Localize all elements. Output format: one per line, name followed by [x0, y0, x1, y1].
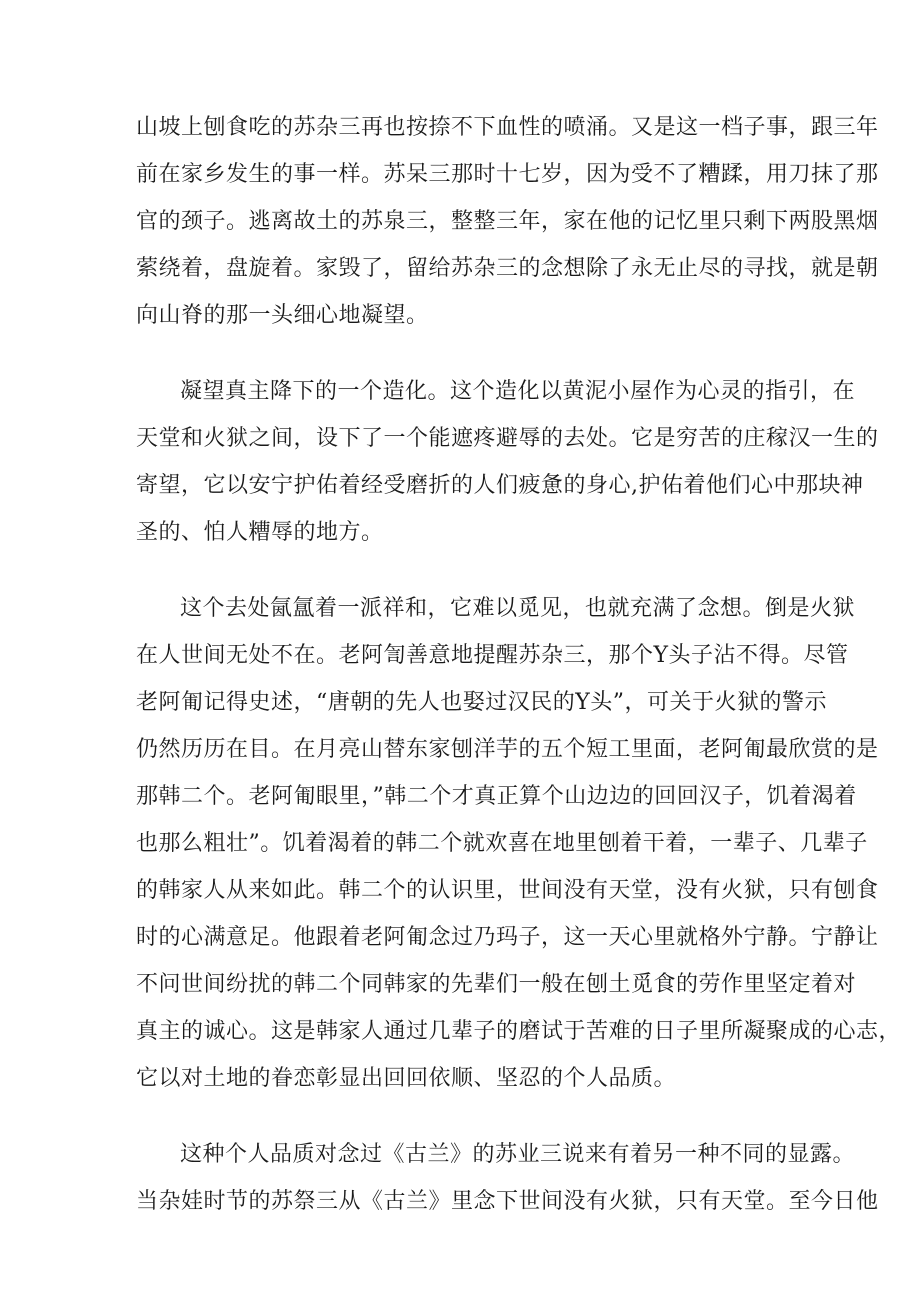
text-line: 老阿匍记得史述，“唐朝的先人也娶过汉民的Y头”，可关于火狱的警示	[136, 690, 828, 715]
paragraph-2	[136, 368, 879, 556]
body-text	[136, 104, 902, 1254]
paragraph-1	[136, 104, 879, 339]
text-line: 山坡上刨食吃的苏杂三再也按捺不下血性的喷涌。又是这一档子事，跟三年	[136, 115, 879, 140]
text-line: 仍然历历在目。在月亮山替东家刨洋芋的五个短工里面，老阿匍最欣赏的是	[136, 737, 879, 762]
text-line: 前在家乡发生的事一样。苏呆三那时十七岁，因为受不了糟蹂，用刀抹了那	[136, 162, 879, 187]
text-line: 天堂和火狱之间，设下了一个能遮疼避辱的去处。它是穷苦的庄稼汉一生的	[136, 426, 879, 451]
text-line: 真主的诚心。这是韩家人通过几辈子的磨试于苦难的日子里所凝聚成的心志，	[136, 1019, 902, 1044]
text-line: 不问世间纷扰的韩二个同韩家的先辈们一般在刨土觅食的劳作里坚定着对	[136, 972, 857, 997]
text-line: 向山脊的那一头细心地凝望。	[136, 303, 429, 328]
text-line: 这个去处氤氲着一派祥和，它难以觅见，也就充满了念想。倒是火狱	[180, 596, 856, 621]
text-line: 圣的、怕人糟辱的地方。	[136, 520, 384, 545]
text-line: 这种个人品质对念过《古兰》的苏业三说来有着另一种不同的显露。	[180, 1142, 856, 1167]
text-line: 萦绕着，盘旋着。家毁了，留给苏杂三的念想除了永无止尽的寻找，就是朝	[136, 256, 879, 281]
text-line: 当杂娃时节的苏祭三从《古兰》里念下世间没有火狱，只有天堂。至今日他	[136, 1189, 879, 1214]
text-line: 也那么粗壮”。饥着渴着的韩二个就欢喜在地里刨着干着，一辈子、几辈子	[136, 831, 868, 856]
paragraph-4	[136, 1131, 879, 1225]
text-line: 时的心满意足。他跟着老阿匍念过乃玛子，这一天心里就格外宁静。宁静让	[136, 925, 879, 950]
text-line: 官的颈子。逃离故土的苏泉三，整整三年，家在他的记忆里只剩下两股黑烟	[136, 209, 879, 234]
text-line: 寄望，它以安宁护佑着经受磨折的人们疲惫的身心,护佑着他们心中那块神	[136, 473, 864, 498]
text-line: 在人世间无处不在。老阿訇善意地提醒苏杂三，那个Y头子沾不得。尽管	[136, 643, 849, 668]
text-line: 的韩家人从来如此。韩二个的认识里，世间没有天堂，没有火狱，只有刨食	[136, 878, 879, 903]
text-line: 凝望真主降下的一个造化。这个造化以黄泥小屋作为心灵的指引，在	[180, 379, 856, 404]
paragraph-3	[136, 585, 902, 1102]
text-line: 它以对土地的眷恋彰显出回回依顺、坚忍的个人品质。	[136, 1066, 677, 1091]
text-line: 那韩二个。老阿匍眼里，”韩二个才真正算个山边边的回回汉子，饥着渴着	[136, 784, 857, 809]
